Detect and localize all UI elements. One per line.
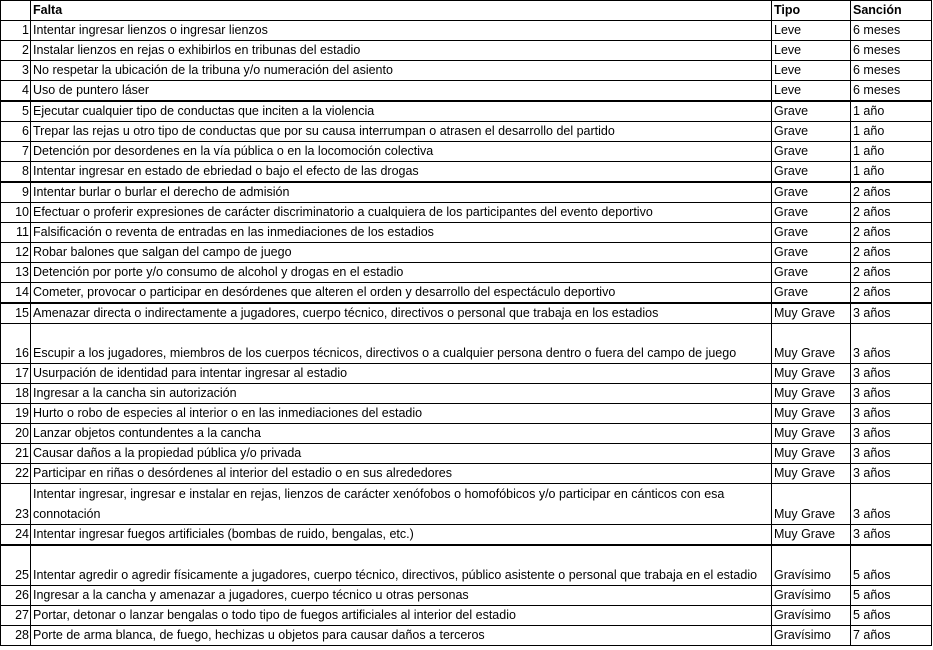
tipo-cell[interactable]: Muy Grave (772, 364, 851, 384)
table-row (1, 525, 932, 546)
falta-cell[interactable]: Intentar ingresar en estado de ebriedad o bajo el efecto de las drogas (31, 162, 772, 183)
row-number-cell[interactable]: 27 (1, 606, 31, 626)
table-row (1, 142, 932, 162)
falta-cell[interactable]: Trepar las rejas u otro tipo de conductas que por su causa interrumpan o atrasen el desarrollo del partido (31, 122, 772, 142)
falta-cell[interactable]: Participar en riñas o desórdenes al interior del estadio o en sus alrededores (31, 464, 772, 484)
sancion-cell[interactable]: 6 meses (851, 21, 932, 41)
table-row (1, 263, 932, 283)
table-row (1, 444, 932, 464)
sancion-cell[interactable]: 1 año (851, 101, 932, 122)
sancion-cell[interactable]: 1 año (851, 142, 932, 162)
row-number-cell[interactable]: 6 (1, 122, 31, 142)
table-row (1, 606, 932, 626)
table-row (1, 626, 932, 646)
tipo-cell[interactable]: Grave (772, 162, 851, 183)
sancion-cell[interactable]: 6 meses (851, 61, 932, 81)
sancion-cell[interactable]: 2 años (851, 283, 932, 304)
row-number-cell[interactable]: 20 (1, 424, 31, 444)
falta-cell[interactable]: Amenazar directa o indirectamente a jugadores, cuerpo técnico, directivos o personal que trabaja en los estadios (31, 303, 772, 324)
sancion-cell[interactable]: 5 años (851, 586, 932, 606)
tipo-cell[interactable]: Grave (772, 203, 851, 223)
header-num[interactable] (1, 1, 31, 21)
tipo-cell[interactable]: Leve (772, 61, 851, 81)
falta-cell[interactable]: Ingresar a la cancha sin autorización (31, 384, 772, 404)
falta-cell[interactable]: Intentar ingresar lienzos o ingresar lienzos (31, 21, 772, 41)
falta-cell[interactable]: Escupir a los jugadores, miembros de los cuerpos técnicos, directivos o a cualquier persona dentro o fuera del campo de juego (31, 324, 772, 364)
sancion-cell[interactable]: 3 años (851, 404, 932, 424)
falta-cell[interactable]: Falsificación o reventa de entradas en las inmediaciones de los estadios (31, 223, 772, 243)
row-number-cell[interactable]: 14 (1, 283, 31, 304)
row-number-cell[interactable]: 2 (1, 41, 31, 61)
falta-cell[interactable]: Ejecutar cualquier tipo de conductas que inciten a la violencia (31, 101, 772, 122)
falta-cell[interactable]: No respetar la ubicación de la tribuna y/o numeración del asiento (31, 61, 772, 81)
table-row (1, 424, 932, 444)
row-number-cell[interactable]: 19 (1, 404, 31, 424)
row-number-cell[interactable]: 8 (1, 162, 31, 183)
table-row (1, 586, 932, 606)
tipo-cell[interactable]: Muy Grave (772, 384, 851, 404)
table-row (1, 223, 932, 243)
tipo-cell[interactable]: Grave (772, 223, 851, 243)
sancion-cell[interactable]: 3 años (851, 444, 932, 464)
table-row (1, 404, 932, 424)
header-tipo[interactable]: Tipo (772, 1, 851, 21)
row-number-cell[interactable]: 17 (1, 364, 31, 384)
row-number-cell[interactable]: 13 (1, 263, 31, 283)
sancion-cell[interactable]: 3 años (851, 525, 932, 546)
sancion-cell[interactable]: 3 años (851, 464, 932, 484)
table-row (1, 182, 932, 203)
tipo-cell[interactable]: Gravísimo (772, 545, 851, 586)
falta-cell[interactable]: Causar daños a la propiedad pública y/o privada (31, 444, 772, 464)
falta-cell[interactable]: Efectuar o proferir expresiones de carácter discriminatorio a cualquiera de los participantes del evento deportivo (31, 203, 772, 223)
row-number-cell[interactable]: 26 (1, 586, 31, 606)
row-number-cell[interactable]: 22 (1, 464, 31, 484)
table-row (1, 384, 932, 404)
sancion-cell[interactable]: 2 años (851, 263, 932, 283)
row-number-cell[interactable]: 28 (1, 626, 31, 646)
row-number-cell[interactable]: 10 (1, 203, 31, 223)
row-number-cell[interactable]: 11 (1, 223, 31, 243)
tipo-cell[interactable]: Leve (772, 81, 851, 102)
table-row (1, 545, 932, 586)
header-falta[interactable]: Falta (31, 1, 772, 21)
sancion-cell[interactable]: 7 años (851, 626, 932, 646)
falta-cell[interactable]: Portar, detonar o lanzar bengalas o todo tipo de fuegos artificiales al interior del estadio (31, 606, 772, 626)
sancion-cell[interactable]: 1 año (851, 122, 932, 142)
table-row (1, 484, 932, 525)
tipo-cell[interactable]: Gravísimo (772, 606, 851, 626)
row-number-cell[interactable]: 4 (1, 81, 31, 102)
header-sancion[interactable]: Sanción (851, 1, 932, 21)
tipo-cell[interactable]: Muy Grave (772, 484, 851, 525)
sancion-cell[interactable]: 6 meses (851, 41, 932, 61)
row-number-cell[interactable]: 3 (1, 61, 31, 81)
row-number-cell[interactable]: 18 (1, 384, 31, 404)
tipo-cell[interactable]: Grave (772, 182, 851, 203)
table-row (1, 101, 932, 122)
falta-cell[interactable]: Uso de puntero láser (31, 81, 772, 102)
table-row (1, 61, 932, 81)
falta-cell[interactable]: Robar balones que salgan del campo de juego (31, 243, 772, 263)
sancion-cell[interactable]: 5 años (851, 606, 932, 626)
tipo-cell[interactable]: Muy Grave (772, 444, 851, 464)
table-row (1, 283, 932, 304)
row-number-cell[interactable]: 24 (1, 525, 31, 546)
tipo-cell[interactable]: Muy Grave (772, 464, 851, 484)
tipo-cell[interactable]: Muy Grave (772, 303, 851, 324)
tipo-cell[interactable]: Gravísimo (772, 586, 851, 606)
falta-cell[interactable]: Cometer, provocar o participar en desórdenes que alteren el orden y desarrollo del espectáculo deportivo (31, 283, 772, 304)
tipo-cell[interactable]: Gravísimo (772, 626, 851, 646)
tipo-cell[interactable]: Grave (772, 142, 851, 162)
row-number-cell[interactable]: 15 (1, 303, 31, 324)
table-row (1, 203, 932, 223)
sancion-cell[interactable]: 3 años (851, 324, 932, 364)
falta-cell[interactable]: Porte de arma blanca, de fuego, hechizas u objetos para causar daños a terceros (31, 626, 772, 646)
falta-cell[interactable]: Intentar agredir o agredir físicamente a jugadores, cuerpo técnico, directivos, público asistente o personal que trabaja en el estadio (31, 545, 772, 586)
tipo-cell[interactable]: Grave (772, 283, 851, 304)
row-number-cell[interactable]: 1 (1, 21, 31, 41)
sancion-cell[interactable]: 1 año (851, 162, 932, 183)
tipo-cell[interactable]: Grave (772, 101, 851, 122)
table-row (1, 21, 932, 41)
sancion-cell[interactable]: 3 años (851, 424, 932, 444)
tipo-cell[interactable]: Grave (772, 243, 851, 263)
sancion-cell[interactable]: 3 años (851, 303, 932, 324)
sancion-cell[interactable]: 2 años (851, 223, 932, 243)
table-row (1, 162, 932, 183)
row-number-cell[interactable]: 9 (1, 182, 31, 203)
tipo-cell[interactable]: Leve (772, 41, 851, 61)
sancion-cell[interactable]: 3 años (851, 364, 932, 384)
falta-cell[interactable]: Usurpación de identidad para intentar ingresar al estadio (31, 364, 772, 384)
row-number-cell[interactable]: 25 (1, 545, 31, 586)
row-number-cell[interactable]: 21 (1, 444, 31, 464)
tipo-cell[interactable]: Muy Grave (772, 324, 851, 364)
table-row (1, 303, 932, 324)
tipo-cell[interactable]: Grave (772, 122, 851, 142)
row-number-cell[interactable]: 16 (1, 324, 31, 364)
header-row (1, 1, 932, 21)
falta-cell[interactable]: Detención por desordenes en la vía pública o en la locomoción colectiva (31, 142, 772, 162)
tipo-cell[interactable]: Muy Grave (772, 424, 851, 444)
row-number-cell[interactable]: 7 (1, 142, 31, 162)
falta-cell[interactable]: Intentar ingresar fuegos artificiales (bombas de ruido, bengalas, etc.) (31, 525, 772, 546)
row-number-cell[interactable]: 23 (1, 484, 31, 525)
falta-cell[interactable]: Detención por porte y/o consumo de alcohol y drogas en el estadio (31, 263, 772, 283)
sancion-cell[interactable]: 5 años (851, 545, 932, 586)
table-row (1, 122, 932, 142)
tipo-cell[interactable]: Muy Grave (772, 525, 851, 546)
tipo-cell[interactable]: Grave (772, 263, 851, 283)
table-row (1, 364, 932, 384)
sancion-cell[interactable]: 3 años (851, 384, 932, 404)
tipo-cell[interactable]: Leve (772, 21, 851, 41)
table-row (1, 324, 932, 364)
falta-cell[interactable]: Hurto o robo de especies al interior o en las inmediaciones del estadio (31, 404, 772, 424)
row-number-cell[interactable]: 12 (1, 243, 31, 263)
table-row (1, 243, 932, 263)
falta-cell[interactable]: Intentar ingresar, ingresar e instalar en rejas, lienzos de carácter xenófobos o homofóbicos y/o participar en cánticos con esa connotación (31, 484, 772, 525)
sancion-cell[interactable]: 3 años (851, 484, 932, 525)
falta-cell[interactable]: Lanzar objetos contundentes a la cancha (31, 424, 772, 444)
table-row (1, 81, 932, 102)
falta-cell[interactable]: Ingresar a la cancha y amenazar a jugadores, cuerpo técnico u otras personas (31, 586, 772, 606)
falta-cell[interactable]: Instalar lienzos en rejas o exhibirlos en tribunas del estadio (31, 41, 772, 61)
sancion-cell[interactable]: 2 años (851, 243, 932, 263)
falta-cell[interactable]: Intentar burlar o burlar el derecho de admisión (31, 182, 772, 203)
sancion-cell[interactable]: 6 meses (851, 81, 932, 102)
sancion-cell[interactable]: 2 años (851, 203, 932, 223)
table-row (1, 41, 932, 61)
table-row (1, 464, 932, 484)
sancion-cell[interactable]: 2 años (851, 182, 932, 203)
row-number-cell[interactable]: 5 (1, 101, 31, 122)
tipo-cell[interactable]: Muy Grave (772, 404, 851, 424)
